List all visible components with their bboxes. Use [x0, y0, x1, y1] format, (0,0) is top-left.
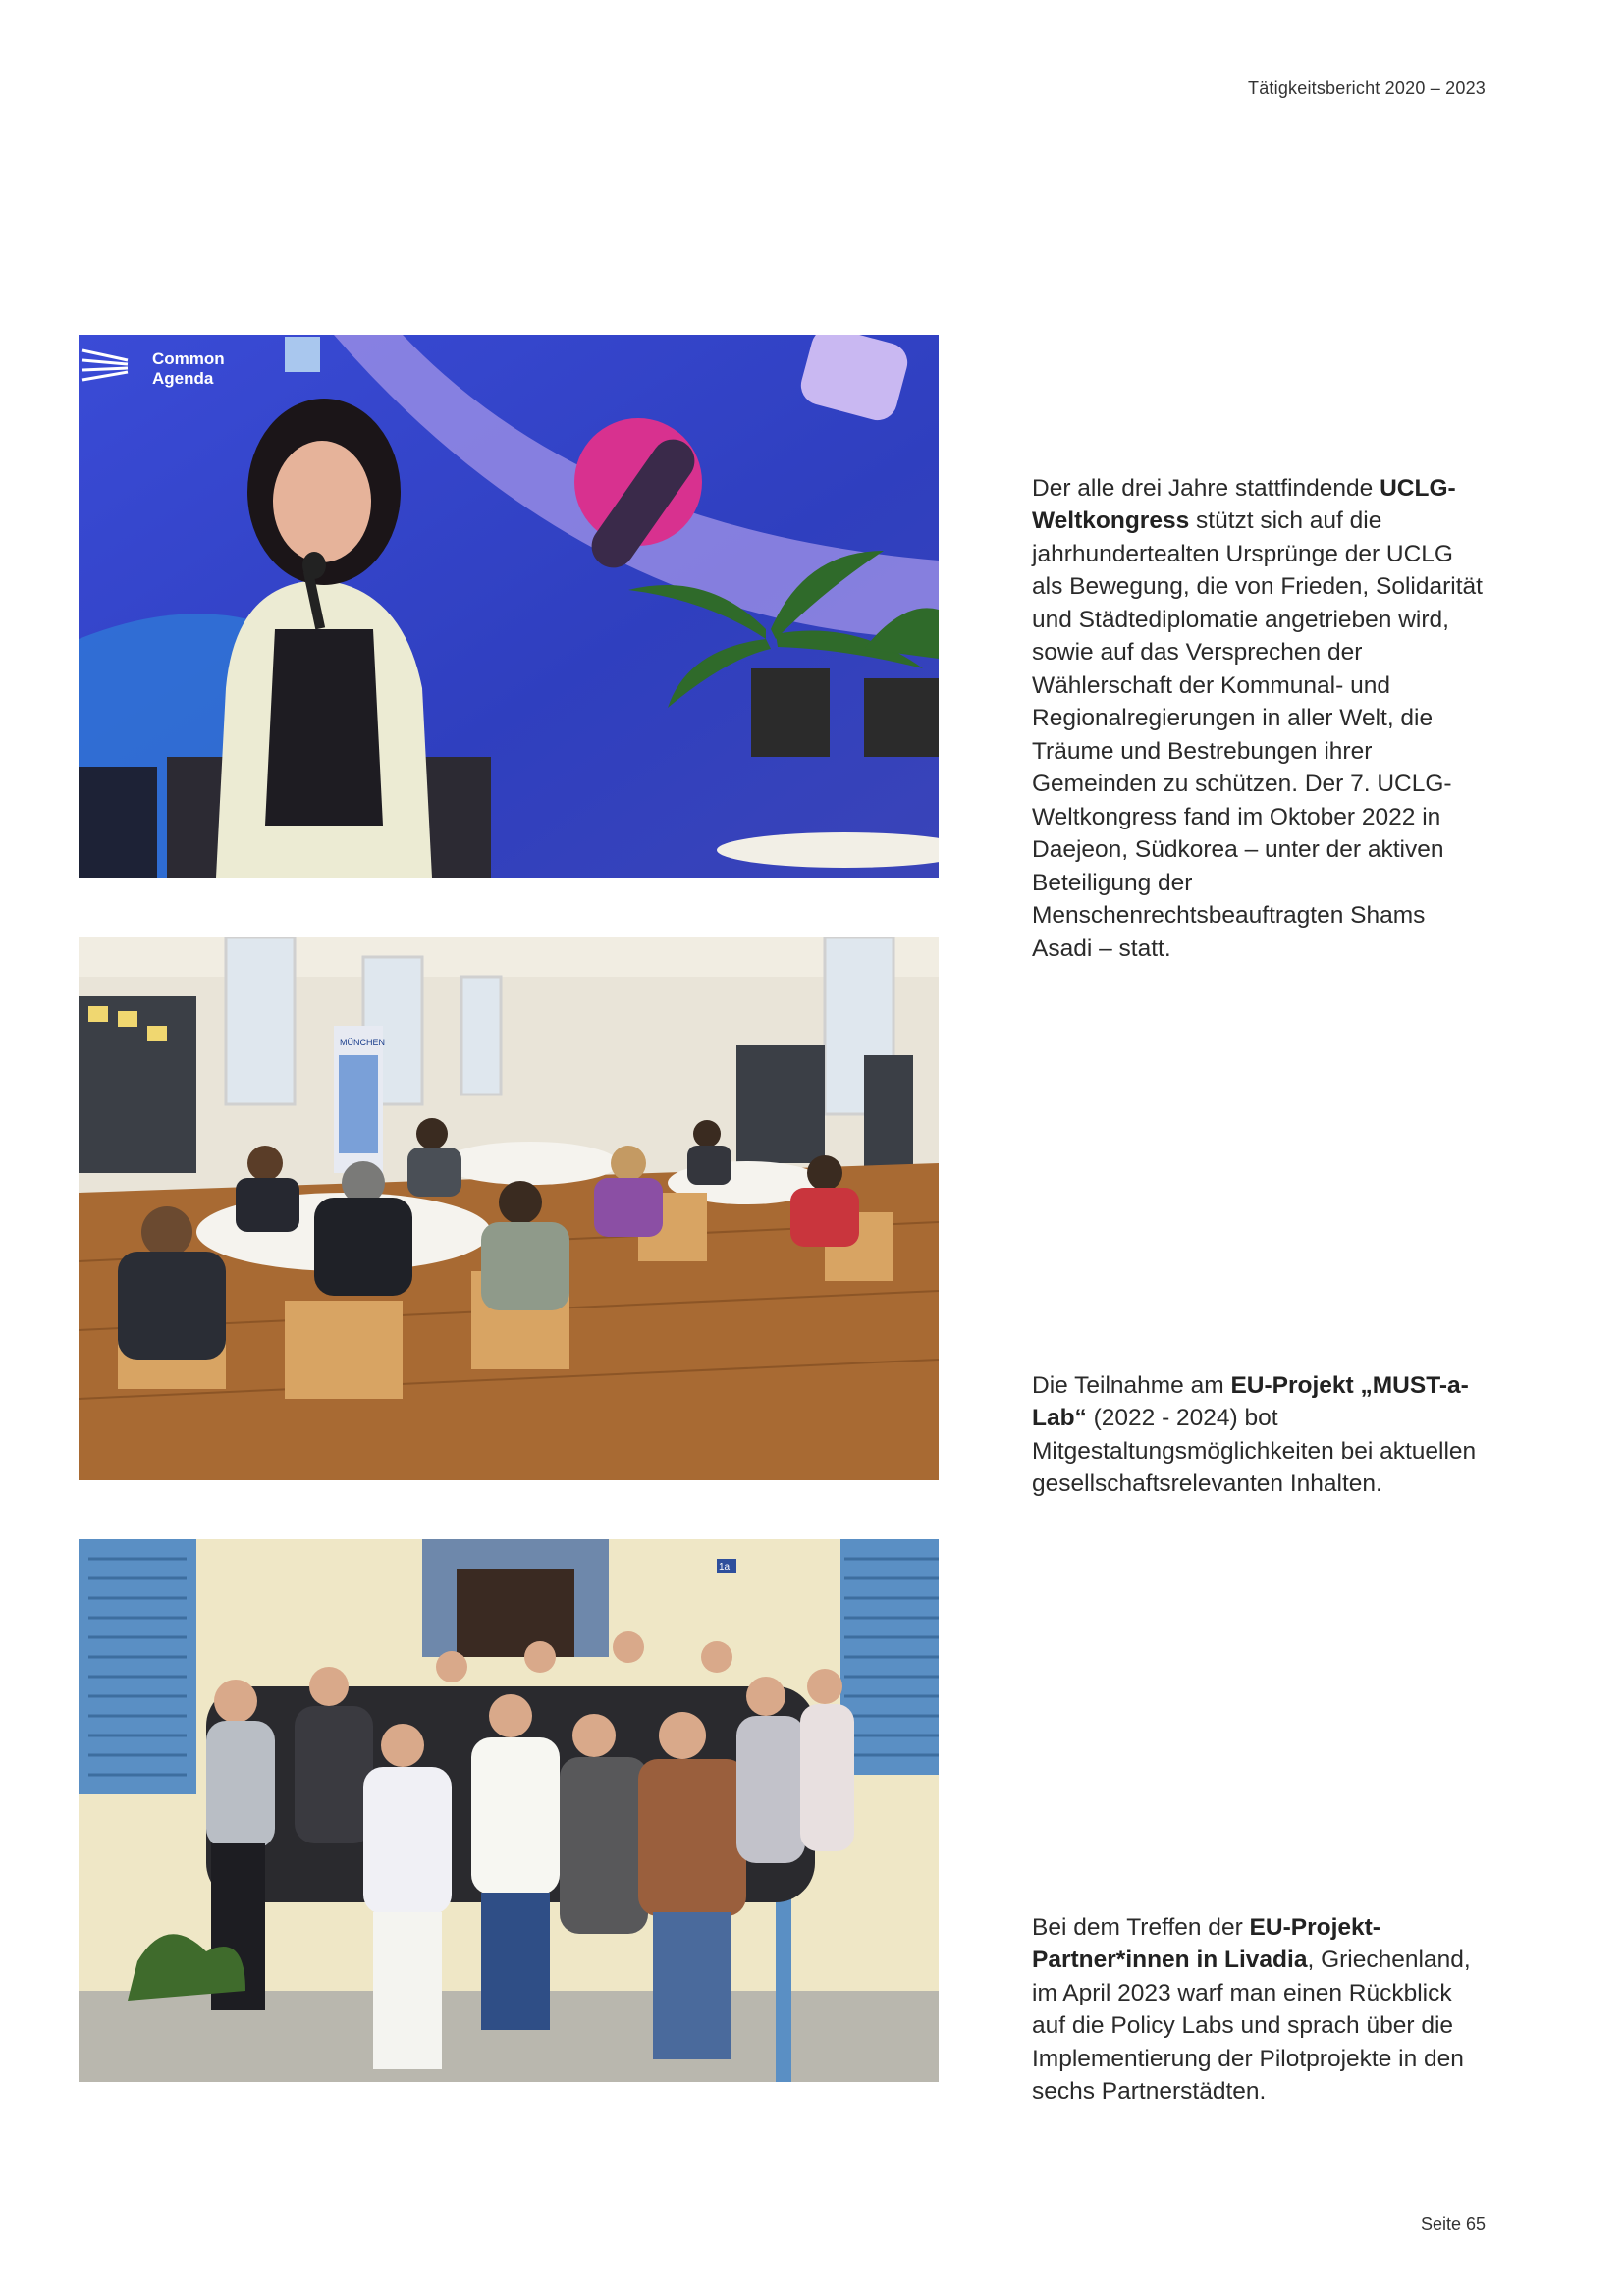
caption-must-a-lab	[1032, 1369, 1484, 1501]
caption-2-text-start: Die Teilnahme am	[1032, 1371, 1231, 1399]
logo-common-text: Common	[152, 349, 225, 368]
caption-2-text-end: (2022 - 2024) bot Mitgestaltungsmöglichkeiten bei aktuellen gesellschaftsrelevanten Inhalten.	[1032, 1405, 1477, 1497]
caption-1-text-start: Der alle drei Jahre stattfindende	[1032, 474, 1380, 502]
caption-2-highlight: EU-Projekt „MUST-a-Lab“	[1032, 1371, 1469, 1431]
photo-must-a-lab-workshop	[79, 937, 939, 1480]
running-header: Tätigkeitsbericht 2020 – 2023	[1248, 79, 1486, 98]
logo-agenda-text: Agenda	[152, 369, 214, 388]
caption-uclg-weltkongress	[1032, 472, 1484, 966]
caption-1-highlight: UCLG-Weltkongress	[1032, 474, 1456, 534]
rollup-banner-text: MÜNCHEN	[340, 1038, 385, 1047]
caption-livadia-meeting	[1032, 1911, 1484, 2109]
photo-uclg-speaker	[79, 335, 939, 878]
caption-3-highlight: EU-Projekt-Partner*innen in Livadia	[1032, 1913, 1380, 1973]
page-number: Seite 65	[1420, 2215, 1486, 2234]
photo-livadia-group	[79, 1539, 939, 2082]
caption-3-text-start: Bei dem Treffen der	[1032, 1913, 1250, 1941]
caption-1-text-end: stützt sich auf die jahrhundertealten Ursprünge der UCLG als Bewegung, die von Frieden, Solidarität und Städtediplomatie angetrieben wird, sowie auf das Versprechen der Wählerschaft der Kommunal- und Regionalregierungen in aller Welt, die Träume und Bestrebungen ihrer Gemeinden zu schützen. Der 7. UCLG-Weltkongress fand im Oktober 2022 in Daejeon, Südkorea – unter der aktiven Beteiligung der Menschenrechtsbeauftragten Shams Asadi – statt.	[1032, 507, 1483, 962]
caption-3-text-end: , Griechenland, im April 2023 warf man einen Rückblick auf die Policy Labs und sprach über die Implementierung der Pilotprojekte in den sechs Partnerstädten.	[1032, 1947, 1471, 2105]
house-number-sign: 1a	[719, 1562, 731, 1573]
